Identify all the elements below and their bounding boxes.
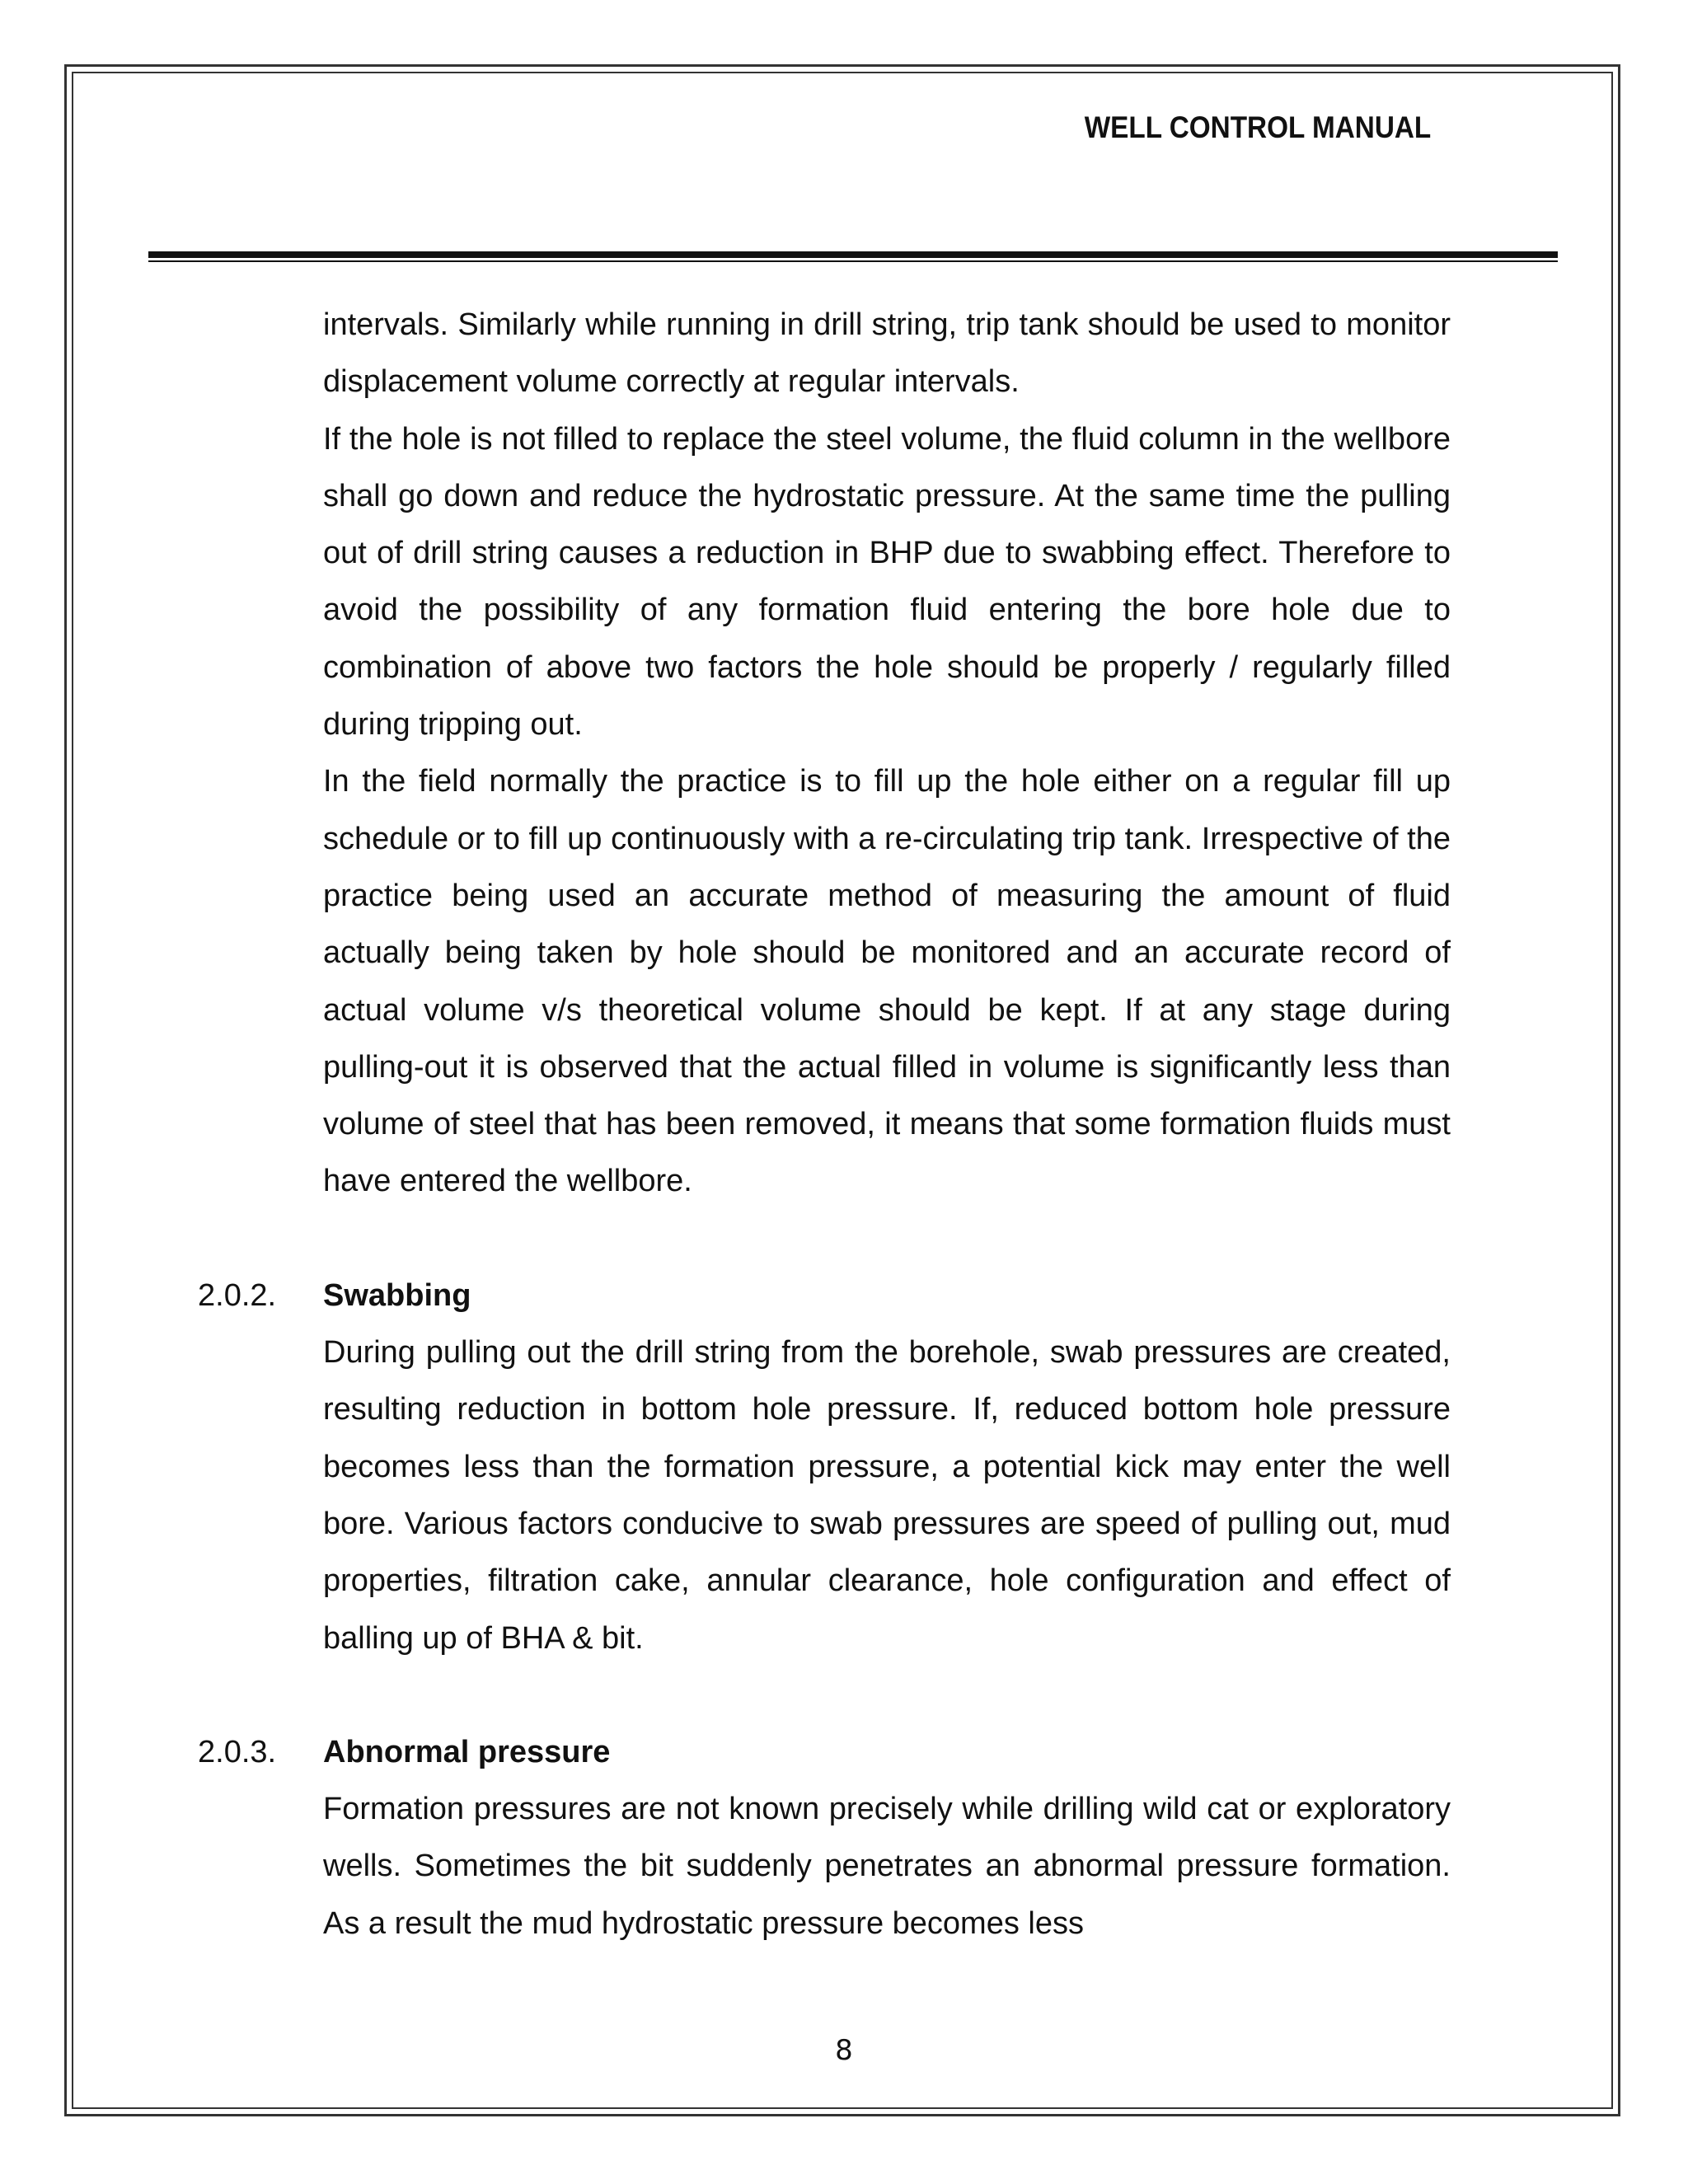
section-text: During pulling out the drill string from the borehole, swab pressures are created, resulting reduction in bottom hole pressure. If, reduced bottom hole pressure becomes less than the formation pressure, a potential kick may enter the well bore. Various factors conducive to swab pressures are speed of pulling out, mud properties, filtration cake, annular clearance, hole configuration and effect of balling up of BHA & bit.: [323, 1335, 1451, 1656]
section-number: 2.0.3.: [198, 1734, 277, 1769]
page-body: [198, 297, 1451, 1952]
paragraph: intervals. Similarly while running in drill string, trip tank should be used to monitor displacement volume correctly at regular intervals.: [323, 307, 1451, 400]
section-title: Abnormal pressure: [323, 1734, 611, 1769]
header-rule-thin: [148, 260, 1558, 262]
section-text: Formation pressures are not known precisely while drilling wild cat or exploratory wells. Sometimes the bit suddenly penetrates an abnormal pressure formation. As a result the mud hydrostatic pressure becomes less: [323, 1792, 1451, 1941]
header-title: WELL CONTROL MANUAL: [1084, 110, 1431, 144]
section-swabbing: [198, 1268, 1451, 1667]
page-number: 8: [835, 2034, 853, 2067]
section-title: Swabbing: [323, 1277, 471, 1313]
section-number: 2.0.2.: [198, 1277, 277, 1313]
section-abnormal-pressure: [198, 1724, 1451, 1952]
paragraph: If the hole is not filled to replace the steel volume, the fluid column in the wellbore shall go down and reduce the hydrostatic pressure. At the same time the pulling out of drill string causes a reduction in BHP due to swabbing effect. Therefore to avoid the possibility of any formation fluid entering the bore hole due to combination of above two factors the hole should be properly / regularly filled during tripping out.: [323, 421, 1451, 743]
paragraph: In the field normally the practice is to fill up the hole either on a regular fill up schedule or to fill up continuously with a re-circulating trip tank. Irrespective of the practice being used an accurate method of measuring the amount of fluid actually being taken by hole should be monitored and an accurate record of actual volume v/s theoretical volume should be kept. If at any stage during pulling-out it is observed that the actual filled in volume is significantly less than volume of steel that has been removed, it means that some formation fluids must have entered the wellbore.: [323, 764, 1451, 1199]
header-rule: [148, 251, 1558, 258]
